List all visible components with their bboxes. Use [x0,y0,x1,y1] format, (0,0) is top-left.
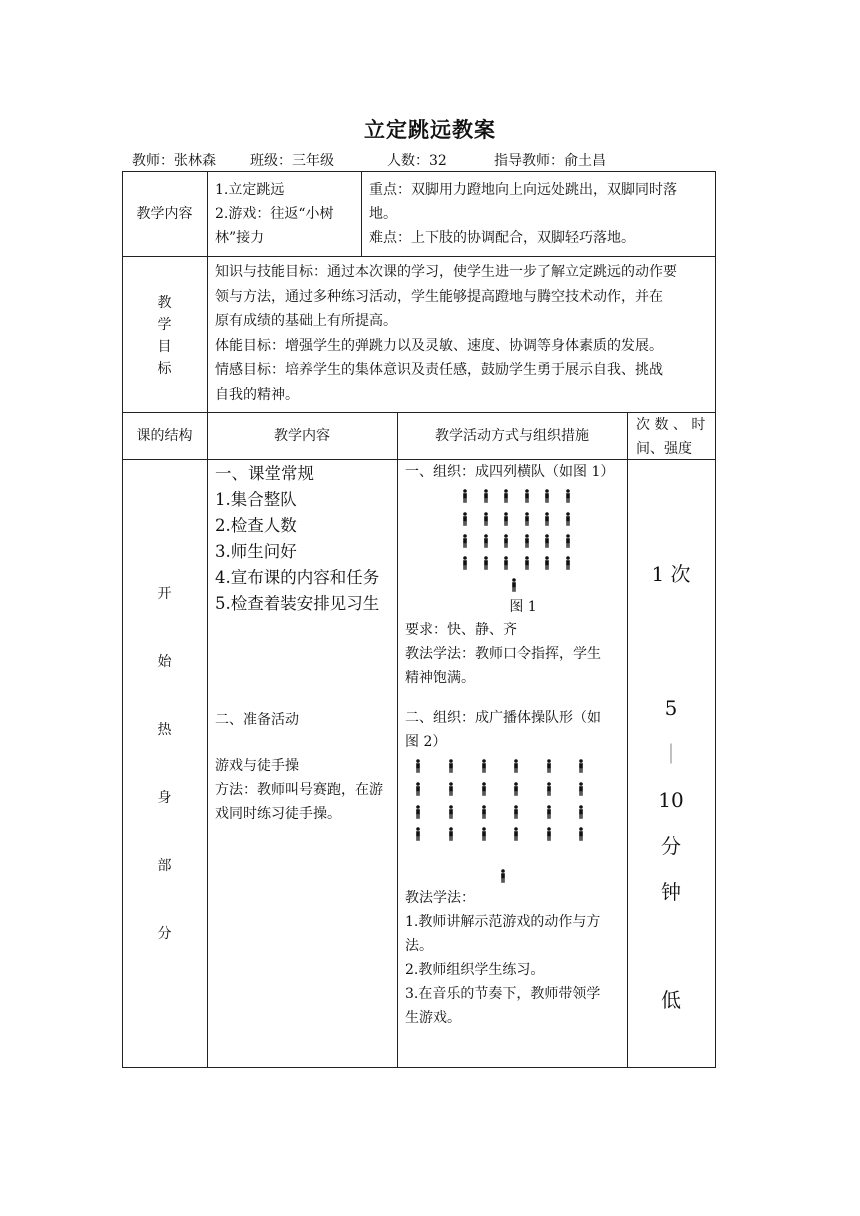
person-icon [460,556,470,570]
routine-item: 3.师生问好 [215,542,297,561]
person-icon [509,578,519,592]
objective-line: 原有成绩的基础上有所提高。 [215,313,397,329]
routine-item: 一、课堂常规 [215,464,314,483]
objectives-label-char: 教 [157,295,172,311]
method-line: 生游戏。 [405,1010,461,1026]
org1-text: 一、组织：成四列横队（如图 1） [405,464,615,480]
duration-char: 钟 [661,880,681,904]
person-icon [542,534,552,548]
start-part-char: 分 [157,926,172,942]
objective-line: 自我的精神。 [215,386,299,403]
objective-line: 领与方法，通过多种练习活动，学生能够提高蹬地与腾空技术动作，并在 [215,288,663,305]
person-icon [563,489,573,503]
person-icon [522,489,532,503]
routine-item: 5.检查着装安排见习生 [215,594,380,613]
warmup-text [215,754,397,826]
objectives-label [122,292,207,380]
objectives-label-char: 标 [157,361,172,377]
person-icon [544,759,554,773]
requirement-line: 教法学法：教师口令指挥，学生 [405,646,601,662]
person-icon [511,827,521,841]
class-name: 班级：三年级 [250,153,334,169]
person-icon [501,489,511,503]
objective-line: 知识与技能目标：通过本次课的学习，使学生进一步了解立定跳远的动作要 [215,264,677,280]
header-method: 教学活动方式与组织措施 [435,428,589,444]
focus-difficulty [369,178,714,250]
person-icon [542,489,552,503]
person-icon [446,759,456,773]
method-line: 3.在音乐的节奏下，教师带领学 [405,986,601,1002]
start-part-char: 始 [157,654,172,670]
times-value: 1 次 [651,562,691,586]
person-icon [501,556,511,570]
content-item: 林”接力 [215,230,265,246]
objectives-label-char: 学 [157,317,172,333]
person-icon [460,512,470,526]
warmup-title: 二、准备活动 [215,712,299,728]
duration-char: 分 [661,834,681,858]
student-count: 人数：32 [387,153,447,169]
objective-line: 情感目标：培养学生的集体意识及责任感，鼓励学生勇于展示自我、挑战 [215,362,663,378]
warmup-line: 戏同时练习徒手操。 [215,806,341,822]
warmup-line: 方法：教师叫号赛跑，在游 [215,782,383,798]
person-icon [544,827,554,841]
start-part-char: 开 [157,586,172,602]
routine-list [215,461,395,617]
person-icon [413,805,423,819]
start-part-char: 身 [157,790,172,806]
requirement-line: 精神饱满。 [405,670,475,686]
person-icon [498,869,508,883]
person-icon [563,556,573,570]
person-icon [522,512,532,526]
person-icon [511,782,521,796]
person-icon [576,805,586,819]
duration-value [627,693,715,923]
page-title: 立定跳远教案 [364,117,496,142]
routine-item: 2.检查人数 [215,516,297,535]
person-icon [522,534,532,548]
advisor-name: 指导教师：俞土昌 [494,153,606,169]
start-part-char: 热 [157,722,172,738]
person-icon [563,534,573,548]
content-item: 2.游戏：往返“小树 [215,206,334,222]
header-structure: 课的结构 [136,428,193,444]
person-icon [460,534,470,548]
start-part-label [122,583,207,991]
objective-line: 体能目标：增强学生的弹跳力以及灵敏、速度、协调等身体素质的发展。 [215,337,663,354]
header-time-line: 次 数 、 时 [636,417,706,433]
start-part-char: 部 [157,858,172,874]
teacher-name: 教师：张林森 [132,153,216,169]
content-item: 1.立定跳远 [215,182,285,198]
header-content: 教学内容 [274,428,330,444]
person-icon [481,512,491,526]
content-items [215,178,360,250]
person-icon [563,512,573,526]
person-icon [460,489,470,503]
person-icon [544,805,554,819]
person-icon [413,782,423,796]
method-line: 2.教师组织学生练习。 [405,962,545,978]
focus-line: 重点：双脚用力蹬地向上向远处跳出，双脚同时落 [369,182,677,198]
routine-item: 1.集合整队 [215,490,297,509]
org2-text [405,706,627,754]
requirement-text [405,618,627,690]
fig1-caption: 图 1 [509,599,537,615]
person-icon [544,782,554,796]
requirement-line: 要求：快、静、齐 [405,622,517,638]
method-line: 教法学法： [405,890,475,906]
person-icon [479,827,489,841]
routine-item: 4.宣布课的内容和任务 [215,568,380,587]
person-icon [479,759,489,773]
person-icon [446,805,456,819]
method-line: 法。 [405,938,433,954]
org2-line: 图 2） [405,734,447,750]
person-icon [501,512,511,526]
person-icon [479,805,489,819]
difficulty-line: 难点：上下肢的协调配合，双脚轻巧落地。 [369,230,635,246]
warmup-line: 游戏与徒手操 [215,758,299,774]
person-icon [413,759,423,773]
person-icon [511,759,521,773]
person-icon [479,782,489,796]
person-icon [481,489,491,503]
org2-line: 二、组织：成广播体操队形（如 [405,710,601,726]
person-icon [481,534,491,548]
person-icon [542,512,552,526]
person-icon [446,782,456,796]
duration-char: ｜ [661,742,681,766]
method-line: 1.教师讲解示范游戏的动作与方 [405,914,601,930]
person-icon [542,556,552,570]
focus-line: 地。 [369,206,397,222]
person-icon [576,759,586,773]
person-icon [446,827,456,841]
method-text [405,886,627,1030]
person-icon [576,782,586,796]
objectives-label-char: 目 [157,339,172,355]
objectives-text [215,260,713,407]
person-icon [501,534,511,548]
intensity-value: 低 [661,988,681,1012]
duration-char: 10 [658,788,684,812]
header-time [636,413,714,461]
content-label: 教学内容 [136,206,193,222]
person-icon [522,556,532,570]
duration-char: 5 [664,696,678,720]
person-icon [511,805,521,819]
header-time-line: 间、强度 [636,441,692,457]
person-icon [413,827,423,841]
person-icon [576,827,586,841]
person-icon [481,556,491,570]
